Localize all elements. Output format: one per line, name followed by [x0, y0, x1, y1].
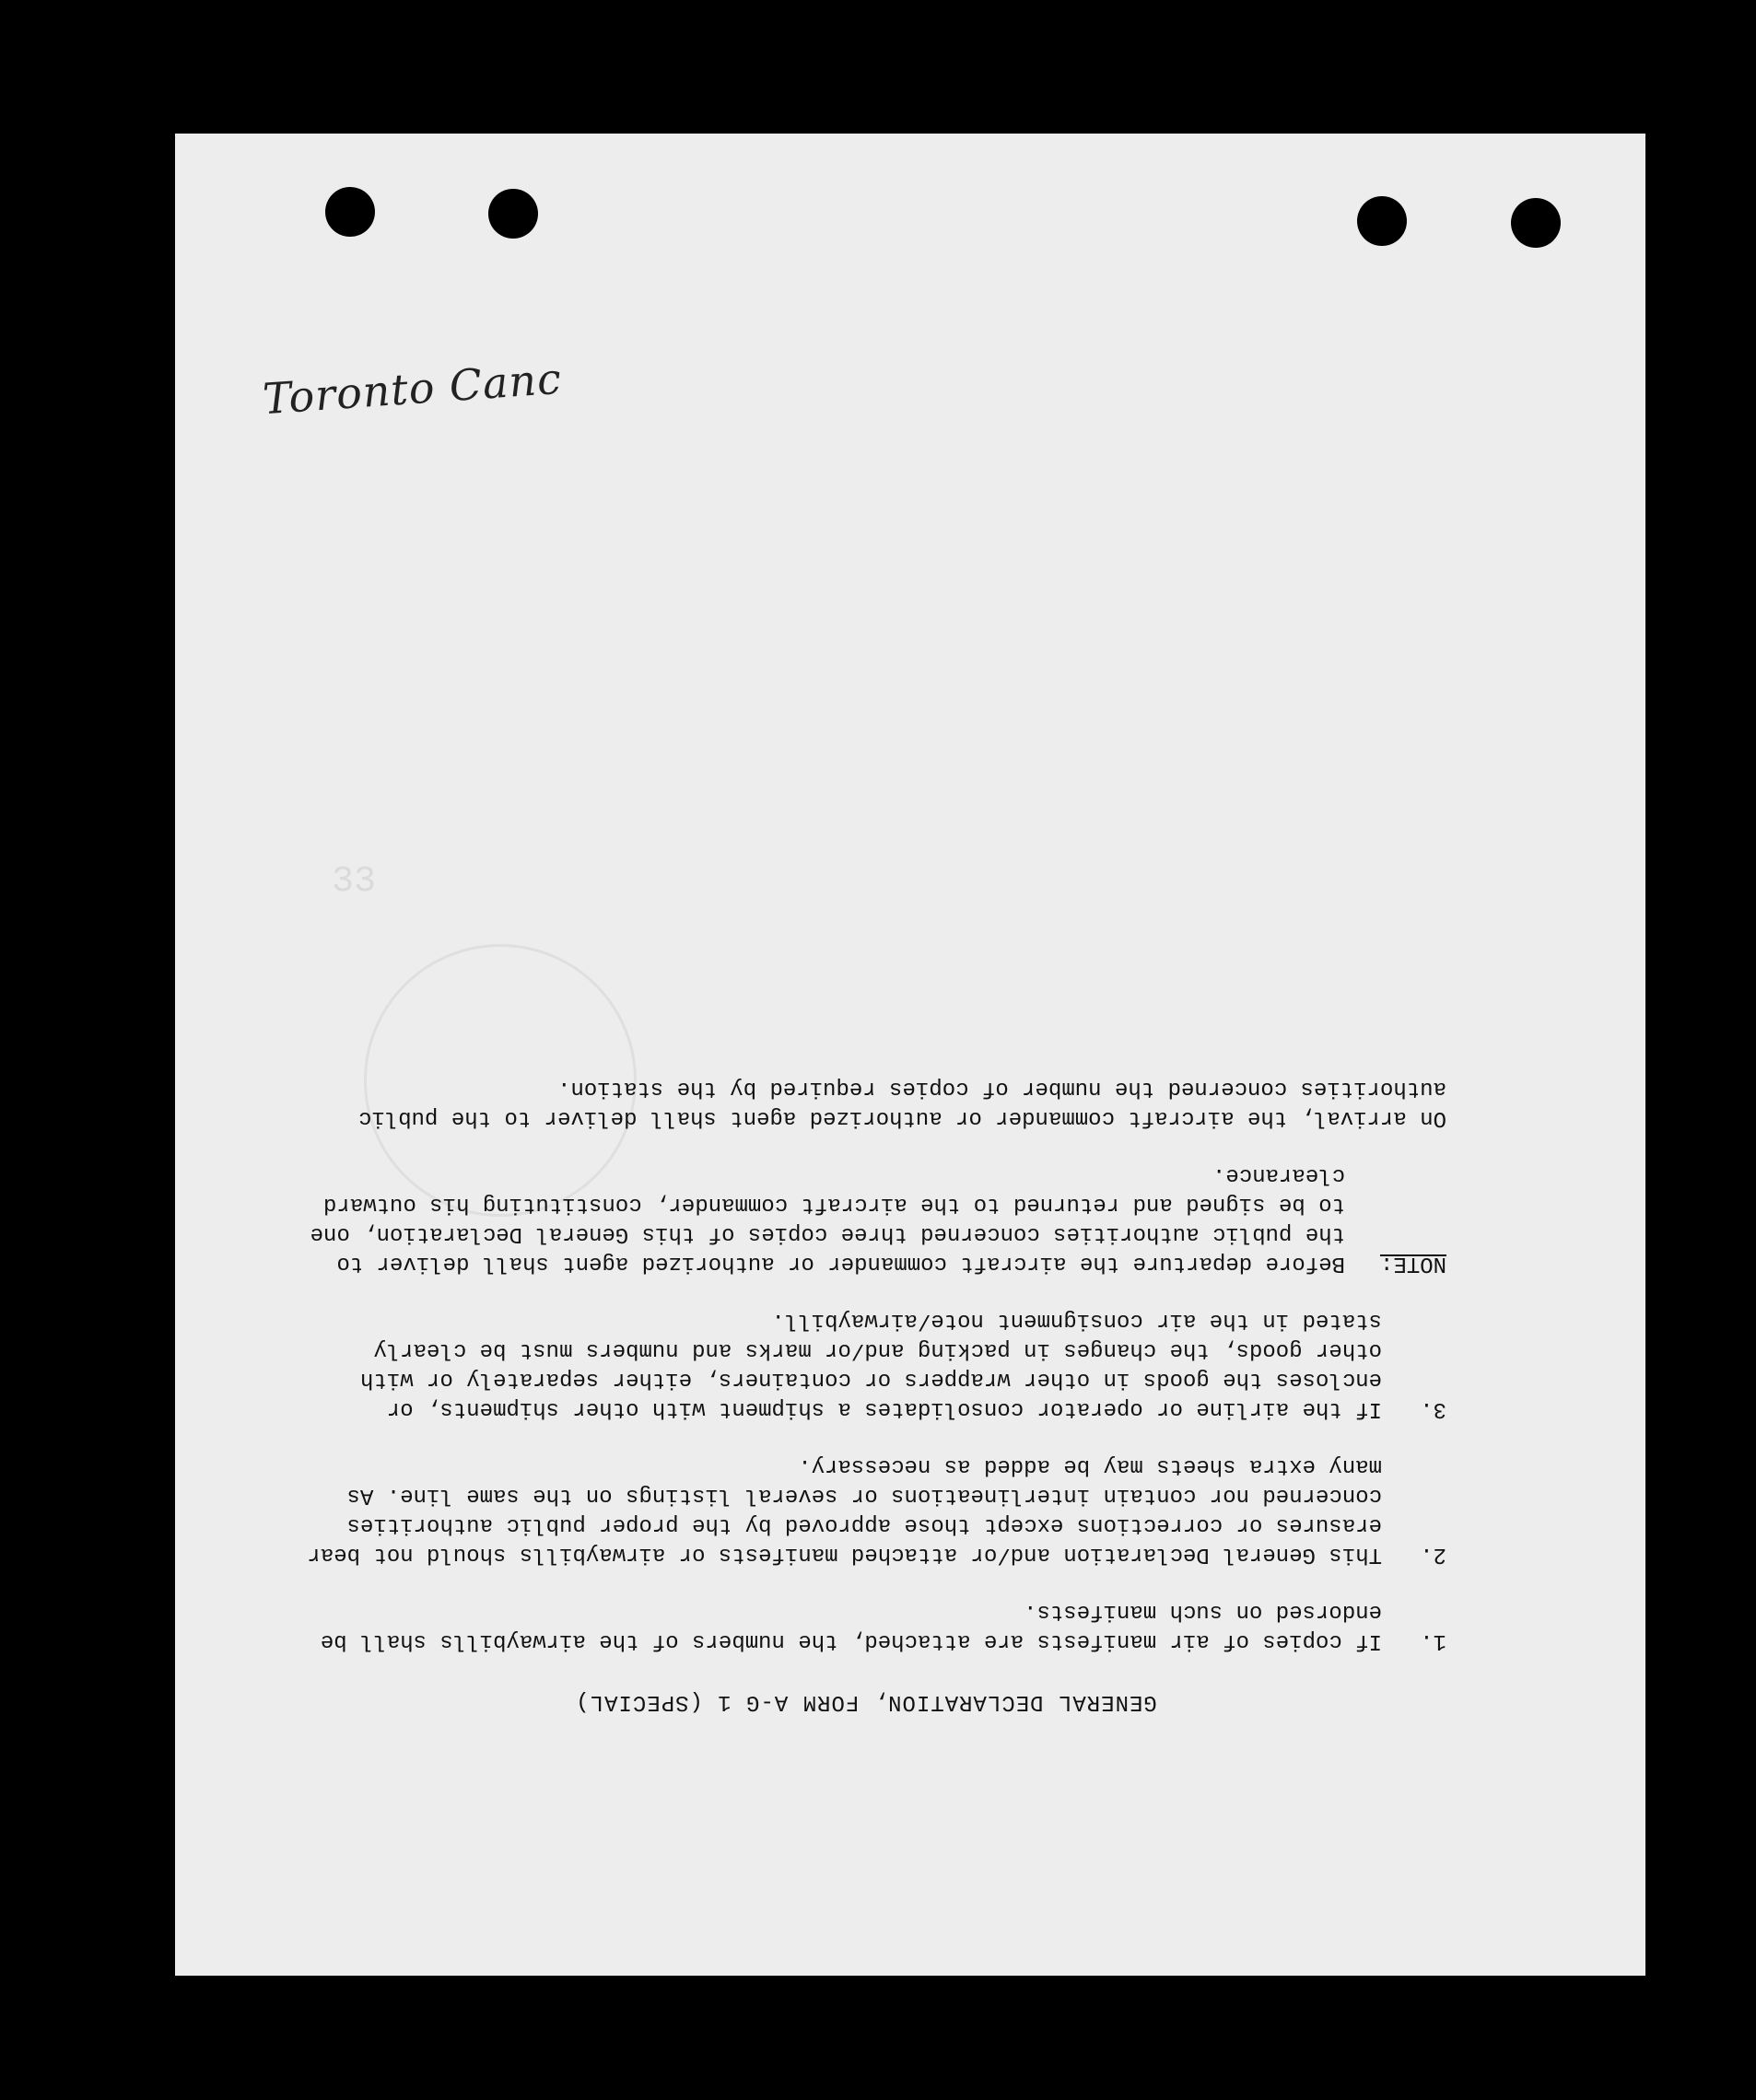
- note-block: [286, 1160, 1446, 1278]
- item-text: If copies of air manifests are attached, the numbers of the airwaybills shall be endorsed on such manifests.: [320, 1599, 1382, 1653]
- item-number: 1.: [1420, 1628, 1446, 1653]
- form-title: GENERAL DECLARATION, FORM A-G 1 (SPECIAL): [575, 1689, 1157, 1714]
- note-label: NOTE:: [1379, 1251, 1446, 1276]
- instruction-item: [286, 1451, 1446, 1569]
- punch-hole: [1357, 196, 1407, 246]
- punch-hole: [1511, 198, 1561, 248]
- typed-instructions-upside-down: [286, 1064, 1446, 1716]
- item-text: If the airline or operator consolidates a shipment with other shipments, or encloses the goods in other wrappers or containers, either separately or with other goods, the changes in packing and/or marks and numbers must be clearly stated in the air consignment note/airwaybill.: [360, 1308, 1382, 1421]
- handwritten-note: Toronto Canc: [261, 353, 564, 425]
- punch-hole: [325, 187, 375, 237]
- faint-stamp-number: 33: [332, 861, 377, 903]
- note-text: Before departure the aircraft commander or authorized agent shall deliver to the public authorities concerned three copies of this General Declaration, one to be signed and returned to the aircraft commander, constituting his outward clearance.: [310, 1162, 1345, 1276]
- item-number: 3.: [1420, 1396, 1446, 1421]
- item-number: 2.: [1420, 1542, 1446, 1567]
- arrival-paragraph: On arrival, the aircraft commander or authorized agent shall deliver to the public authorities concerned the number of copies required by the station.: [358, 1076, 1446, 1130]
- document-page: [175, 134, 1645, 1976]
- item-text: This General Declaration and/or attached manifests or airwaybills should not bear erasures or corrections except those approved by the proper public authorities concerned nor contain interlineations or several listings on the same line. As many extra sheets may be added as necessary.: [307, 1453, 1382, 1567]
- instruction-item: [286, 1305, 1446, 1423]
- typed-text-area: [175, 1064, 1645, 1874]
- punch-hole: [488, 189, 538, 239]
- instruction-item: [286, 1596, 1446, 1655]
